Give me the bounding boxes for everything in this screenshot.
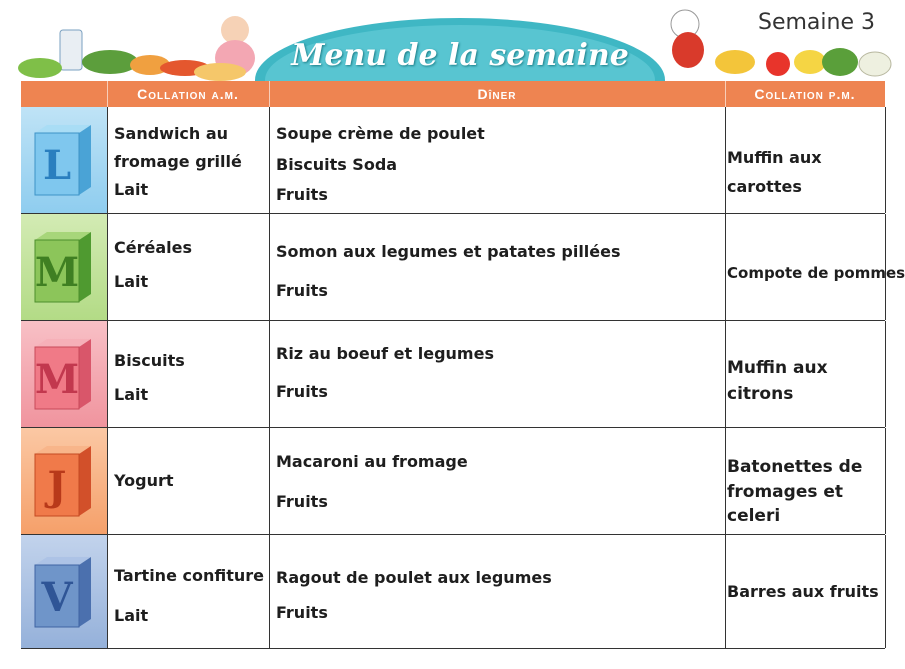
day-cell — [21, 428, 108, 534]
collation-pm-cell — [725, 321, 886, 427]
am-item: Lait — [114, 385, 149, 404]
collation-pm-cell — [725, 107, 886, 213]
day-letter: M — [34, 249, 80, 296]
collation-pm-cell — [725, 535, 886, 648]
pm-item: Barres aux fruits — [727, 582, 879, 601]
pm-item: Muffin aux — [727, 358, 828, 378]
table-row-tuesday — [21, 214, 905, 321]
collation-am-cell — [107, 428, 270, 534]
table-row-wednesday — [21, 321, 885, 428]
diner-cell — [269, 321, 726, 427]
menu-table — [21, 107, 905, 649]
letter-block-m-icon — [27, 337, 97, 411]
collation-am-cell — [107, 107, 270, 213]
am-item: Lait — [114, 606, 149, 625]
am-item: Sandwich au — [114, 124, 229, 143]
table-row-friday — [21, 535, 885, 649]
week-label: Semaine 3 — [758, 10, 875, 35]
am-item: fromage grillé — [114, 152, 242, 171]
pm-item: Batonettes de — [727, 457, 863, 477]
collation-am-cell — [107, 214, 270, 320]
day-cell — [21, 535, 108, 648]
collation-am-cell — [107, 321, 270, 427]
letter-block-v-icon — [27, 555, 97, 629]
diner-cell — [269, 428, 726, 534]
pm-item: citrons — [727, 384, 794, 404]
am-item: Lait — [114, 180, 149, 199]
header-collation-am: Collation a.m. — [137, 86, 239, 102]
header-diner: Dîner — [477, 86, 517, 102]
lunch-item: Macaroni au fromage — [276, 452, 468, 471]
lunch-item: Fruits — [276, 603, 328, 622]
table-header — [21, 81, 885, 107]
collation-pm-cell — [725, 214, 905, 320]
day-letter: J — [47, 463, 67, 510]
pm-item: fromages et — [727, 482, 844, 502]
pm-item: celeri — [727, 506, 781, 526]
letter-block-m-icon — [27, 230, 97, 304]
letter-block-j-icon — [27, 444, 97, 518]
am-item: Lait — [114, 272, 149, 291]
page-title: Menu de la semaine — [291, 38, 629, 73]
pm-item: Muffin aux — [727, 148, 822, 167]
food-illustration-left — [18, 16, 255, 81]
diner-cell — [269, 107, 726, 213]
am-item: Yogurt — [114, 471, 174, 490]
lunch-item: Ragout de poulet aux legumes — [276, 568, 552, 587]
am-item: Biscuits — [114, 351, 185, 370]
lunch-item: Biscuits Soda — [276, 155, 398, 174]
day-cell — [21, 321, 108, 427]
lunch-item: Fruits — [276, 382, 328, 401]
am-item: Céréales — [114, 238, 192, 257]
pm-item: Compote de pommes — [727, 264, 905, 282]
header-collation-pm: Collation p.m. — [754, 86, 856, 102]
collation-am-cell — [107, 535, 270, 648]
day-letter: V — [41, 574, 73, 621]
day-cell — [21, 214, 108, 320]
table-row-thursday — [21, 428, 885, 535]
am-item: Tartine confiture — [114, 566, 264, 585]
diner-cell — [269, 535, 726, 648]
lunch-item: Somon aux legumes et patates pillées — [276, 242, 621, 261]
lunch-item: Fruits — [276, 492, 328, 511]
lunch-item: Fruits — [276, 281, 328, 300]
lunch-item: Fruits — [276, 185, 328, 204]
pm-item: carottes — [727, 177, 802, 196]
letter-block-l-icon — [27, 123, 97, 197]
table-row-monday — [21, 107, 885, 214]
lunch-item: Riz au boeuf et legumes — [276, 344, 494, 363]
collation-pm-cell — [725, 428, 886, 534]
day-letter: L — [42, 142, 72, 189]
day-cell — [21, 107, 108, 213]
lunch-item: Soupe crème de poulet — [276, 124, 485, 143]
diner-cell — [269, 214, 726, 320]
day-letter: M — [34, 356, 80, 403]
